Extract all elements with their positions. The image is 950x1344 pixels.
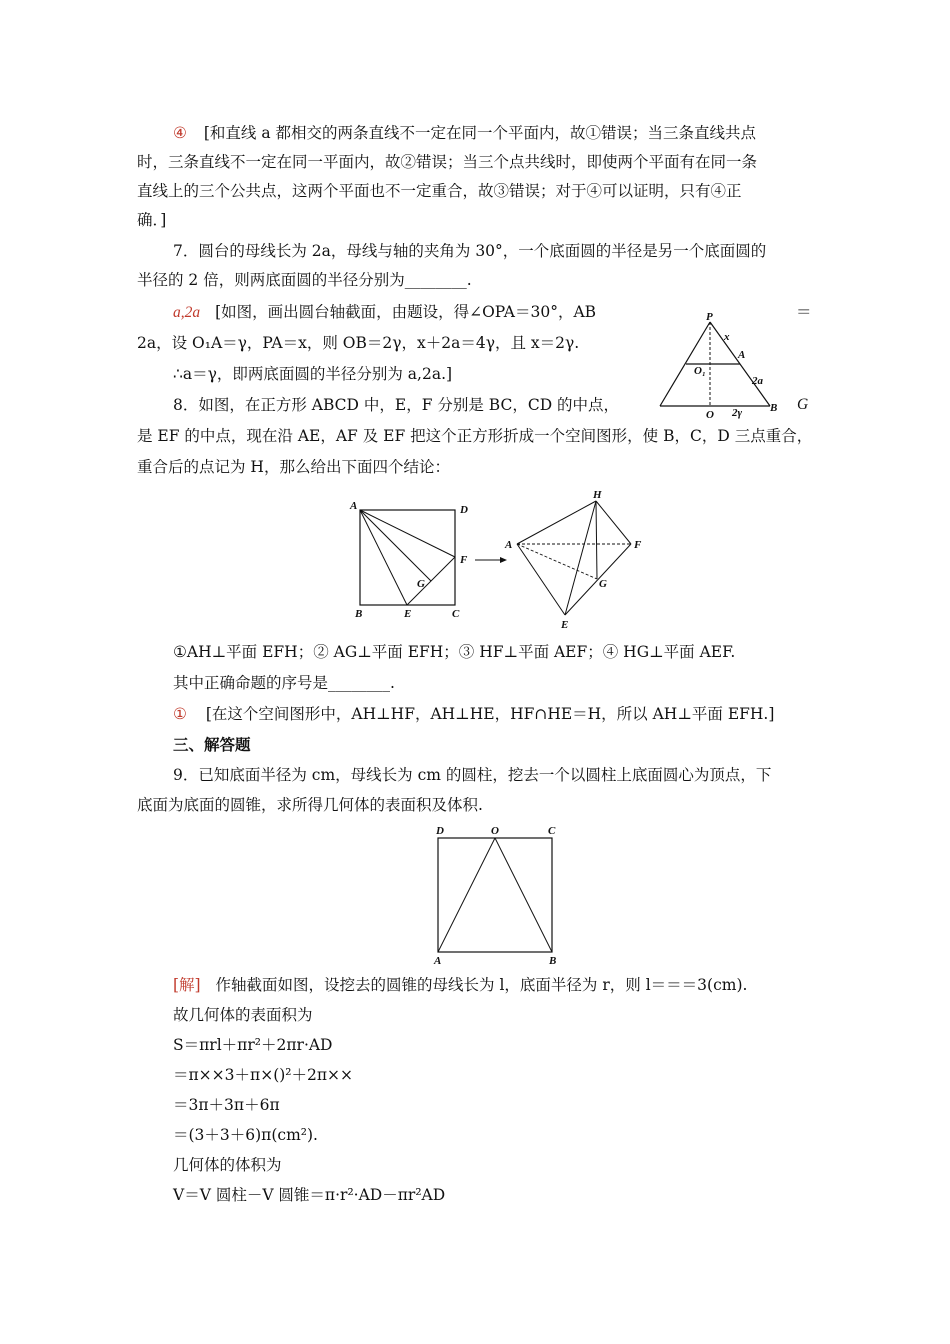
p8-question-1 (137, 394, 813, 416)
p6-explanation-2: 时，三条直线不一定在同一平面内，故②错误；当三个点共线时，即使两个平面有在同一条 (137, 153, 758, 171)
p8-ask: 其中正确命题的序号是________. (173, 674, 395, 692)
fig8a-label-B: B (355, 608, 363, 620)
fig9-label-B: B (549, 955, 557, 967)
fig8a-label-D: D (460, 504, 468, 516)
p9-question-1-text: 9．已知底面半径为 cm，母线长为 cm 的圆柱，挖去一个以圆柱上底面圆心为顶点，下 (173, 766, 772, 784)
p7-question-1 (137, 240, 813, 262)
fig9-label-A: A (434, 955, 442, 967)
fig8a-label-G: G (417, 578, 425, 590)
fig8b-label-H: H (593, 489, 602, 501)
fig7-label-A: A (738, 349, 746, 361)
p7-solution-1-text: [如图，画出圆台轴截面，由题设，得∠OPA＝30°，AB (215, 303, 597, 321)
p9-solution-1 (173, 974, 813, 996)
p8-answer: ① (173, 705, 187, 723)
fig9-label-O: O (491, 825, 499, 837)
p7-solution-3: ∴a＝γ，即两底面圆的半径分别为 a,2a.] (173, 365, 453, 383)
p9-solution-5: ＝3π＋3π＋6π (173, 1096, 280, 1114)
p9-solution-tag: [解] (173, 976, 201, 994)
p9-question-1 (137, 764, 813, 786)
p6-explanation-4: 确．] (137, 211, 167, 229)
fig7-label-x: x (724, 331, 730, 343)
fig9-label-D: D (436, 825, 444, 837)
p7-answer: a,2a (173, 304, 201, 321)
p7-question-1-text: 7．圆台的母线长为 2a，母线与轴的夹角为 30°，一个底面圆的半径是另一个底面圆的 (173, 242, 767, 260)
fig7-label-O1: O₁ (694, 365, 706, 377)
fig8a-label-C: C (452, 608, 460, 620)
square-fold-figure (345, 489, 645, 635)
p7-solution-1-eq: ＝ (796, 303, 812, 321)
cylinder-axial-section-figure (428, 822, 568, 967)
p8-question-1-G: G (797, 396, 809, 413)
p9-solution-6: ＝(3＋3＋6)π(cm²). (173, 1126, 318, 1144)
fig8a-label-F: F (460, 554, 468, 566)
fig9-label-C: C (548, 825, 556, 837)
fig7-label-2a: 2a (752, 375, 763, 387)
fig8b-label-F: F (634, 539, 642, 551)
p8-statements: ①AH⊥平面 EFH；② AG⊥平面 EFH；③ HF⊥平面 AEF；④ HG⊥平面 AEF. (173, 643, 736, 661)
p6-line1 (137, 122, 813, 144)
fig8a-label-E: E (404, 608, 412, 620)
fig8b-label-E: E (561, 619, 569, 631)
p9-solution-8: V＝V 圆柱－V 圆锥＝π·r²·AD－πr²AD (173, 1186, 446, 1204)
section-heading: 三、解答题 (173, 735, 251, 754)
p8-solution (137, 703, 813, 725)
p9-solution-7: 几何体的体积为 (173, 1156, 282, 1174)
fig7-label-B: B (770, 402, 778, 414)
fig8b-label-G: G (599, 578, 607, 590)
p9-question-2: 底面为底面的圆锥，求所得几何体的表面积及体积. (137, 796, 483, 814)
fig7-label-P: P (706, 311, 713, 323)
p8-question-2: 是 EF 的中点，现在沿 AE，AF 及 EF 把这个正方形折成一个空间图形，使 B，C，D 三点重合， (137, 427, 813, 445)
p7-question-2: 半径的 2 倍，则两底面圆的半径分别为________. (137, 271, 472, 289)
p9-solution-1-text: 作轴截面如图，设挖去的圆锥的母线长为 l，底面半径为 r，则 l＝＝＝3(cm). (215, 976, 748, 994)
p8-question-1-text: 8．如图，在正方形 ABCD 中，E，F 分别是 BC，CD 的中点， (173, 396, 620, 414)
fig8b-label-A: A (505, 539, 513, 551)
p9-solution-4: ＝π××3＋π×()²＋2π×× (173, 1066, 354, 1084)
p6-explanation-1: [和直线 a 都相交的两条直线不一定在同一个平面内，故①错误；当三条直线共点 (203, 124, 756, 142)
fig7-label-O: O (706, 409, 714, 421)
p7-solution-2: 2a，设 O₁A＝γ，PA＝x，则 OB＝2γ，x＋2a＝4γ，且 x＝2γ. (137, 334, 580, 352)
p9-solution-3: S＝πrl＋πr²＋2πr·AD (173, 1036, 333, 1054)
fig7-label-2gamma: 2γ (732, 407, 743, 419)
p9-solution-2: 故几何体的表面积为 (173, 1006, 313, 1024)
p6-answer: ④ (173, 124, 187, 142)
p8-solution-text: [在这个空间图形中，AH⊥HF，AH⊥HE，HF∩HE＝H，所以 AH⊥平面 EFH.] (205, 705, 775, 723)
p6-explanation-3: 直线上的三个公共点，这两个平面也不一定重合，故③错误；对于④可以证明，只有④正 (137, 182, 742, 200)
p8-question-3: 重合后的点记为 H，那么给出下面四个结论： (137, 458, 450, 476)
fig8a-label-A: A (350, 500, 358, 512)
